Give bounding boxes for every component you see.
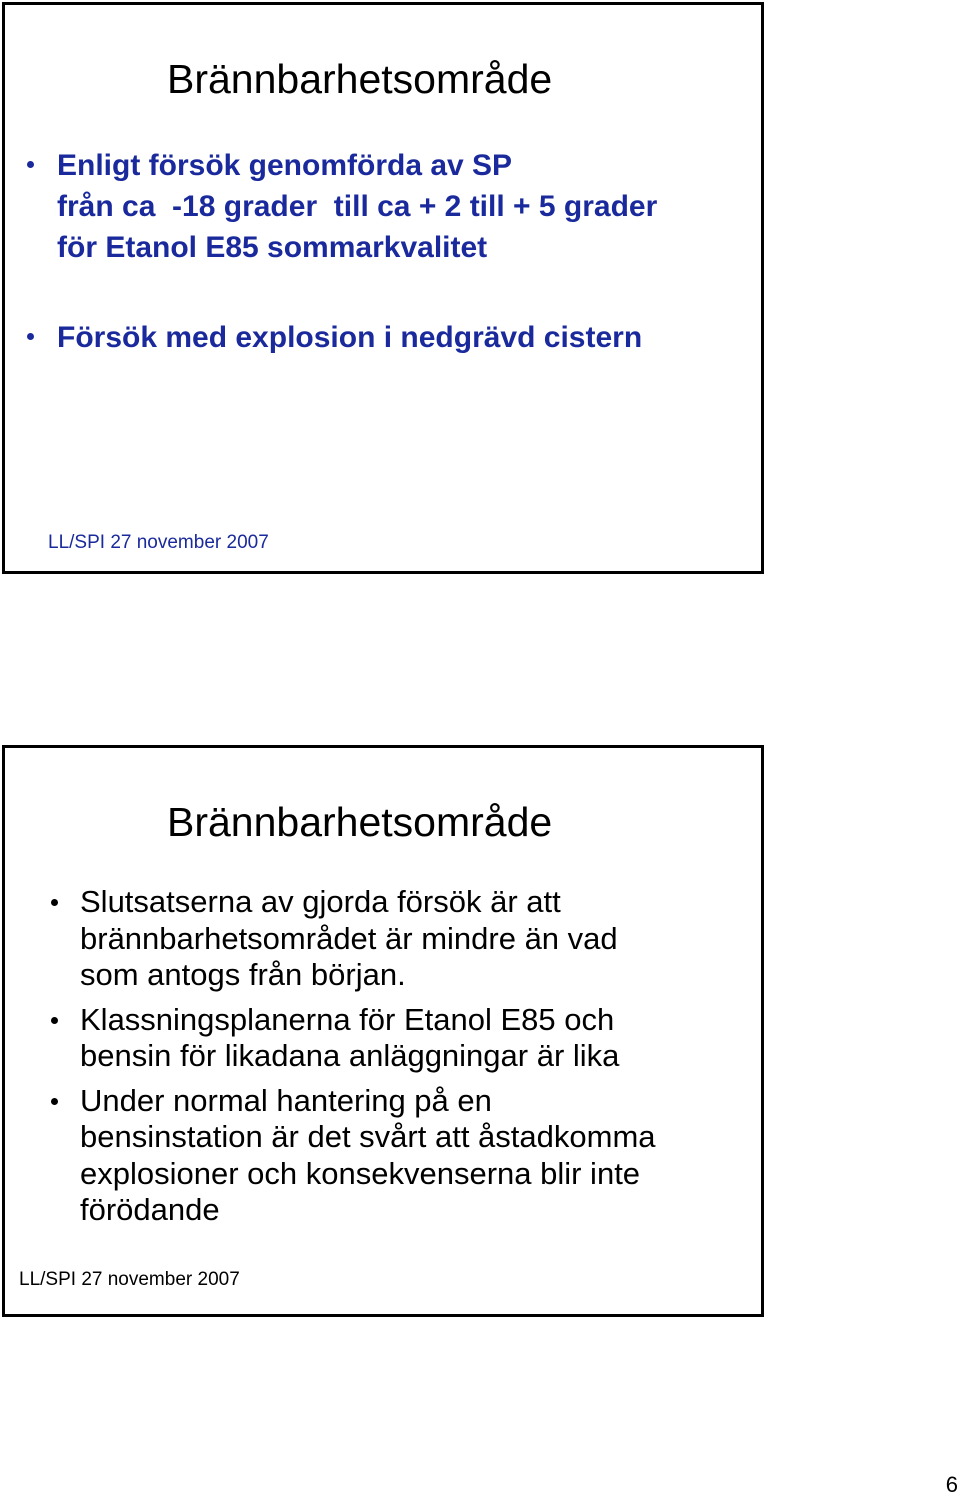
slide-footer: LL/SPI 27 november 2007 (19, 1269, 240, 1290)
slide-1 (2, 2, 764, 574)
bullet-list (27, 145, 757, 358)
bullet-line: från ca -18 grader till ca + 2 till + 5 grader (57, 190, 658, 223)
bullet-line: Klassningsplanerna för Etanol E85 och (80, 1001, 615, 1037)
bullet-icon (51, 1098, 58, 1105)
bullet-item (51, 1083, 751, 1229)
bullet-line: som antogs från början. (80, 957, 406, 992)
slide-title: Brännbarhetsområde (167, 56, 553, 102)
page-number: 6 (945, 1472, 958, 1497)
bullet-item (27, 317, 757, 358)
bullet-line: förödande (80, 1192, 220, 1227)
bullet-item (51, 1002, 751, 1075)
bullet-line: Enligt försök genomförda av SP (57, 149, 513, 182)
slide-title: Brännbarhetsområde (167, 799, 553, 845)
bullet-line: explosioner och konsekvenserna blir inte (80, 1155, 641, 1191)
bullet-icon (51, 899, 58, 906)
bullet-item (27, 145, 757, 268)
bullet-icon (27, 333, 34, 340)
bullet-line: bensin för likadana anläggningar är lika (80, 1038, 620, 1073)
bullet-line: för Etanol E85 sommarkvalitet (57, 231, 488, 264)
bullet-line: brännbarhetsområdet är mindre än vad (80, 920, 618, 956)
bullet-line: Under normal hantering på en (80, 1082, 492, 1118)
bullet-icon (51, 1017, 58, 1024)
slide-footer: LL/SPI 27 november 2007 (48, 532, 269, 553)
bullet-line: Slutsatserna av gjorda försök är att (80, 884, 561, 919)
slide-2 (2, 745, 764, 1317)
bullet-icon (27, 161, 34, 168)
bullet-line: bensinstation är det svårt att åstadkomma (80, 1119, 656, 1154)
bullet-list (51, 884, 751, 1229)
bullet-line: Försök med explosion i nedgrävd cistern (57, 321, 643, 354)
bullet-item (51, 884, 751, 994)
